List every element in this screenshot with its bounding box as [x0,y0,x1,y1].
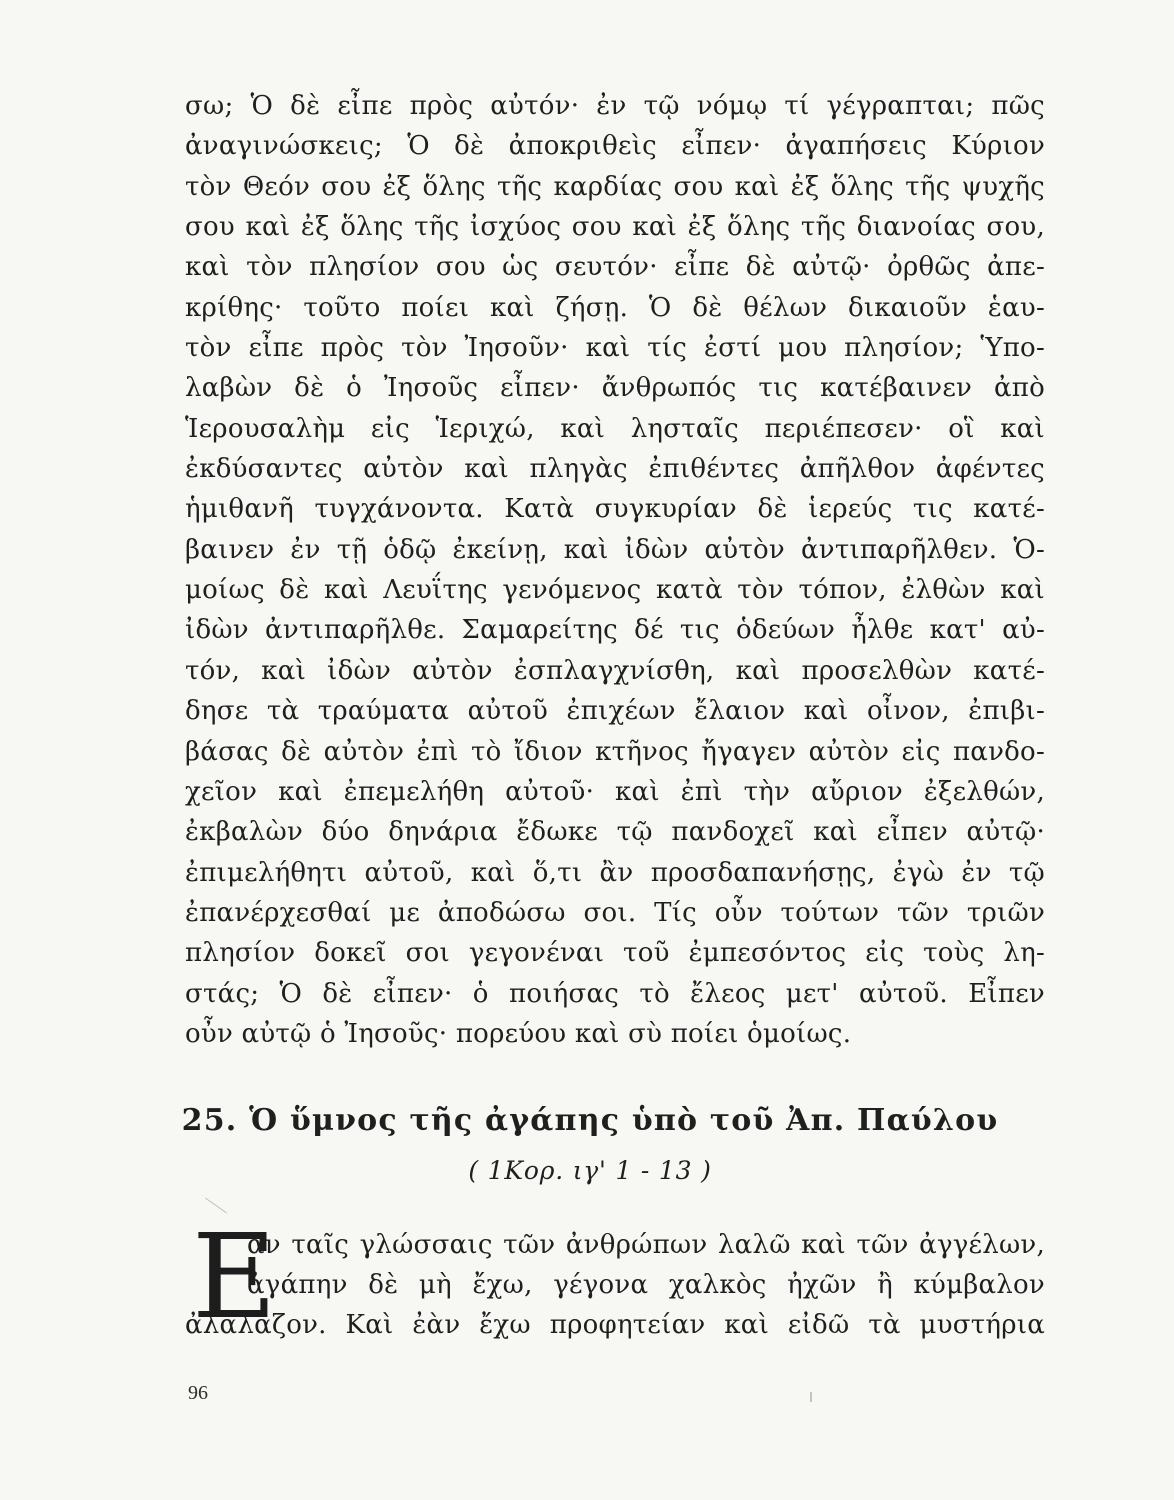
text-line: βαινεν ἐν τῇ ὁδῷ ἐκείνῃ, καὶ ἰδὼν αὐτὸν ἀντιπαρῆλθεν. Ὁ- [185,534,1045,565]
text-line: ἐπιμελήθητι αὐτοῦ, καὶ ὅ,τι ἂν προσδαπανήσῃς, ἐγὼ ἐν τῷ [185,857,1045,888]
text-line: πλησίον δοκεῖ σοι γεγονέναι τοῦ ἐμπεσόντος εἰς τοὺς λη- [185,938,1045,969]
text-line: λαβὼν δὲ ὁ Ἰησοῦς εἶπεν· ἄνθρωπός τις κατέβαινεν ἀπὸ [185,373,1045,404]
text-line: ἐπανέρχεσθαί με ἀποδώσω σοι. Τίς οὖν τούτων τῶν τριῶν [185,897,1045,928]
text-line: ἐκβαλὼν δύο δηνάρια ἔδωκε τῷ πανδοχεῖ καὶ εἶπεν αὐτῷ· [185,817,1045,848]
section-title: 25. Ὁ ὕμνος τῆς ἀγάπης ὑπὸ τοῦ Ἀπ. Παύλου [181,1103,999,1138]
text-line: ὰν ταῖς γλώσσαις τῶν ἀνθρώπων λαλῶ καὶ τῶν ἀγγέλων, [247,1230,1045,1260]
text-line: ἀναγινώσκεις; Ὁ δὲ ἀποκριθεὶς εἶπεν· ἀγαπήσεις Κύριον [185,131,1045,162]
text-line: ἡμιθανῆ τυγχάνοντα. Κατὰ συγκυρίαν δὲ ἱερεύς τις κατέ- [185,494,1045,525]
text-line: βάσας δὲ αὐτὸν ἐπὶ τὸ ἴδιον κτῆνος ἤγαγεν αὐτὸν εἰς πανδο- [185,736,1045,767]
text-line: χεῖον καὶ ἐπεμελήθη αὐτοῦ· καὶ ἐπὶ τὴν αὔριον ἐξελθών, [185,776,1045,807]
page-number: 96 [188,1382,208,1404]
text-line: οὖν αὐτῷ ὁ Ἰησοῦς· πορεύου καὶ σὺ ποίει ὁμοίως. [185,1018,852,1049]
scan-mark [810,1392,812,1402]
text-line: τὸν εἶπε πρὸς τὸν Ἰησοῦν· καὶ τίς ἐστί μου πλησίον; Ὑπο- [185,333,1045,364]
text-line: τὸν Θεόν σου ἐξ ὅλης τῆς καρδίας σου καὶ ἐξ ὅλης τῆς ψυχῆς [185,171,1045,202]
text-line: σω; Ὁ δὲ εἶπε πρὸς αὐτόν· ἐν τῷ νόμῳ τί γέγραπται; πῶς [185,91,1045,121]
text-line: μοίως δὲ καὶ Λευΐτης γενόμενος κατὰ τὸν τόπον, ἐλθὼν καὶ [185,575,1045,606]
hymn-passage [185,1225,1045,1345]
text-line: στάς; Ὁ δὲ εἶπεν· ὁ ποιήσας τὸ ἔλεος μετ' αὐτοῦ. Εἶπεν [185,978,1045,1009]
text-line: τόν, καὶ ἰδὼν αὐτὸν ἐσπλαγχνίσθη, καὶ προσελθὼν κατέ- [185,655,1045,686]
text-line: δησε τὰ τραύματα αὐτοῦ ἐπιχέων ἔλαιον καὶ οἶνον, ἐπιβι- [185,696,1045,727]
main-passage [185,86,1045,1054]
text-line: ἀλαλάζον. Καὶ ἐὰν ἔχω προφητείαν καὶ εἰδῶ τὰ μυστήρια [185,1310,1045,1340]
text-line: Ἱερουσαλὴμ εἰς Ἱεριχώ, καὶ λησταῖς περιέπεσεν· οἳ καὶ [185,413,1045,444]
text-line: ἐκδύσαντες αὐτὸν καὶ πληγὰς ἐπιθέντες ἀπῆλθον ἀφέντες [185,454,1045,485]
text-line: ἰδὼν ἀντιπαρῆλθε. Σαμαρείτης δέ τις ὁδεύων ἦλθε κατ' αὐ- [185,615,1045,646]
text-line: καὶ τὸν πλησίον σου ὡς σευτόν· εἶπε δὲ αὐτῷ· ὀρθῶς ἀπε- [185,252,1045,283]
text-line: ἀγάπην δὲ μὴ ἔχω, γέγονα χαλκὸς ἠχῶν ἢ κύμβαλον [247,1270,1045,1300]
drop-cap: Ε [192,1210,277,1345]
scripture-reference: ( 1Κορ. ιγ' 1 - 13 ) [468,1156,712,1185]
text-line: κρίθης· τοῦτο ποίει καὶ ζήσῃ. Ὁ δὲ θέλων δικαιοῦν ἑαυ- [185,292,1045,323]
text-line: σου καὶ ἐξ ὅλης τῆς ἰσχύος σου καὶ ἐξ ὅλης τῆς διανοίας σου, [185,212,1045,243]
